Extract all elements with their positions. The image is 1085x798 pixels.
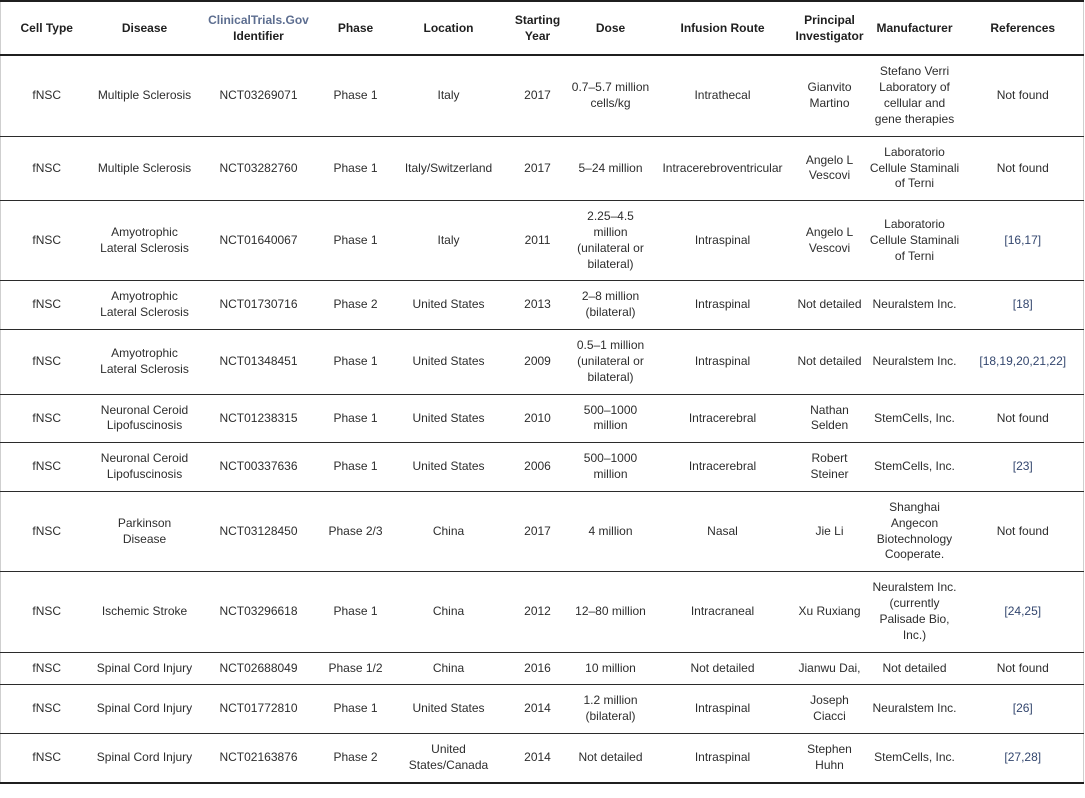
- dose-cell: 12–80 million: [569, 572, 653, 652]
- clinicaltrials-gov-link[interactable]: ClinicalTrials.Gov: [208, 13, 309, 27]
- phase-cell: Phase 1: [321, 201, 391, 281]
- phase-cell: Phase 1: [321, 394, 391, 443]
- location-cell: United States: [391, 685, 507, 734]
- phase-cell: Phase 1: [321, 685, 391, 734]
- disease-cell: Neuronal Ceroid Lipofuscinosis: [93, 394, 197, 443]
- manufacturer-cell: StemCells, Inc.: [867, 443, 963, 492]
- references-cell: Not found: [963, 394, 1084, 443]
- identifier-cell: NCT03296618: [197, 572, 321, 652]
- identifier-cell: NCT03282760: [197, 136, 321, 200]
- manufacturer-cell: Stefano Verri Laboratory of cellular and gene therapies: [867, 55, 963, 136]
- col-header-location: Location: [391, 1, 507, 55]
- references-cell[interactable]: [26]: [963, 685, 1084, 734]
- references-cell: Not found: [963, 136, 1084, 200]
- cell-type-cell: fNSC: [1, 491, 93, 571]
- col-header-references: References: [963, 1, 1084, 55]
- year-cell: 2013: [507, 281, 569, 330]
- table-row: [1, 685, 1084, 734]
- dose-cell: 500–1000 million: [569, 394, 653, 443]
- dose-cell: 1.2 million (bilateral): [569, 685, 653, 734]
- year-cell: 2012: [507, 572, 569, 652]
- disease-cell: Ischemic Stroke: [93, 572, 197, 652]
- disease-cell: Neuronal Ceroid Lipofuscinosis: [93, 443, 197, 492]
- identifier-cell: NCT03269071: [197, 55, 321, 136]
- investigator-cell: Gianvito Martino: [793, 55, 867, 136]
- table-row: [1, 136, 1084, 200]
- investigator-cell: Jianwu Dai,: [793, 652, 867, 685]
- cell-type-cell: fNSC: [1, 201, 93, 281]
- references-cell: Not found: [963, 55, 1084, 136]
- investigator-cell: Xu Ruxiang: [793, 572, 867, 652]
- infusion-route-cell: Intraspinal: [653, 734, 793, 783]
- dose-cell: Not detailed: [569, 734, 653, 783]
- references-cell[interactable]: [18]: [963, 281, 1084, 330]
- year-cell: 2014: [507, 734, 569, 783]
- table-row: [1, 443, 1084, 492]
- phase-cell: Phase 1: [321, 572, 391, 652]
- references-cell[interactable]: [23]: [963, 443, 1084, 492]
- col-header-phase: Phase: [321, 1, 391, 55]
- identifier-cell: NCT01238315: [197, 394, 321, 443]
- investigator-cell: Robert Steiner: [793, 443, 867, 492]
- identifier-cell: NCT01730716: [197, 281, 321, 330]
- manufacturer-cell: Neuralstem Inc.: [867, 281, 963, 330]
- col-header-cell-type: Cell Type: [1, 1, 93, 55]
- phase-cell: Phase 1: [321, 330, 391, 394]
- cell-type-cell: fNSC: [1, 652, 93, 685]
- col-header-dose: Dose: [569, 1, 653, 55]
- infusion-route-cell: Intracerebral: [653, 443, 793, 492]
- col-header-infusion-route: Infusion Route: [653, 1, 793, 55]
- table-row: [1, 55, 1084, 136]
- dose-cell: 10 million: [569, 652, 653, 685]
- disease-cell: Multiple Sclerosis: [93, 136, 197, 200]
- cell-type-cell: fNSC: [1, 330, 93, 394]
- disease-cell: Multiple Sclerosis: [93, 55, 197, 136]
- infusion-route-cell: Intracraneal: [653, 572, 793, 652]
- year-cell: 2010: [507, 394, 569, 443]
- infusion-route-cell: Intraspinal: [653, 201, 793, 281]
- references-cell: Not found: [963, 652, 1084, 685]
- location-cell: Italy: [391, 55, 507, 136]
- table-header-row: [1, 1, 1084, 55]
- investigator-cell: Jie Li: [793, 491, 867, 571]
- references-cell[interactable]: [24,25]: [963, 572, 1084, 652]
- table-row: [1, 491, 1084, 571]
- identifier-cell: NCT01640067: [197, 201, 321, 281]
- year-cell: 2016: [507, 652, 569, 685]
- phase-cell: Phase 1: [321, 443, 391, 492]
- location-cell: United States/Canada: [391, 734, 507, 783]
- table-row: [1, 201, 1084, 281]
- disease-cell: Parkinson Disease: [93, 491, 197, 571]
- location-cell: United States: [391, 394, 507, 443]
- manufacturer-cell: Neuralstem Inc. (currently Palisade Bio, Inc.): [867, 572, 963, 652]
- disease-cell: Spinal Cord Injury: [93, 685, 197, 734]
- infusion-route-cell: Nasal: [653, 491, 793, 571]
- dose-cell: 0.5–1 million (unilateral or bilateral): [569, 330, 653, 394]
- cell-type-cell: fNSC: [1, 394, 93, 443]
- cell-type-cell: fNSC: [1, 55, 93, 136]
- location-cell: China: [391, 572, 507, 652]
- year-cell: 2017: [507, 491, 569, 571]
- location-cell: China: [391, 652, 507, 685]
- investigator-cell: Nathan Selden: [793, 394, 867, 443]
- col-header-disease: Disease: [93, 1, 197, 55]
- location-cell: China: [391, 491, 507, 571]
- references-cell[interactable]: [16,17]: [963, 201, 1084, 281]
- phase-cell: Phase 1/2: [321, 652, 391, 685]
- investigator-cell: Stephen Huhn: [793, 734, 867, 783]
- manufacturer-cell: Neuralstem Inc.: [867, 685, 963, 734]
- identifier-cell: NCT00337636: [197, 443, 321, 492]
- cell-type-cell: fNSC: [1, 443, 93, 492]
- location-cell: Italy: [391, 201, 507, 281]
- infusion-route-cell: Intraspinal: [653, 281, 793, 330]
- cell-type-cell: fNSC: [1, 281, 93, 330]
- col-header-principal-investigator: Principal Investigator: [793, 1, 867, 55]
- investigator-cell: Angelo L Vescovi: [793, 201, 867, 281]
- location-cell: United States: [391, 281, 507, 330]
- col-header-identifier: [197, 1, 321, 55]
- dose-cell: 2.25–4.5 million (unilateral or bilateral): [569, 201, 653, 281]
- identifier-cell: NCT03128450: [197, 491, 321, 571]
- identifier-cell: NCT01772810: [197, 685, 321, 734]
- infusion-route-cell: Intraspinal: [653, 330, 793, 394]
- year-cell: 2006: [507, 443, 569, 492]
- phase-cell: Phase 2: [321, 734, 391, 783]
- references-cell: Not found: [963, 491, 1084, 571]
- year-cell: 2011: [507, 201, 569, 281]
- identifier-cell: NCT02688049: [197, 652, 321, 685]
- phase-cell: Phase 1: [321, 136, 391, 200]
- disease-cell: Spinal Cord Injury: [93, 652, 197, 685]
- identifier-cell: NCT02163876: [197, 734, 321, 783]
- manufacturer-cell: Laboratorio Cellule Staminali of Terni: [867, 201, 963, 281]
- col-header-manufacturer: Manufacturer: [867, 1, 963, 55]
- dose-cell: 5–24 million: [569, 136, 653, 200]
- disease-cell: Amyotrophic Lateral Sclerosis: [93, 201, 197, 281]
- table-row: [1, 734, 1084, 783]
- disease-cell: Amyotrophic Lateral Sclerosis: [93, 281, 197, 330]
- location-cell: Italy/Switzerland: [391, 136, 507, 200]
- manufacturer-cell: Shanghai Angecon Biotechnology Cooperate.: [867, 491, 963, 571]
- cell-type-cell: fNSC: [1, 734, 93, 783]
- investigator-cell: Joseph Ciacci: [793, 685, 867, 734]
- manufacturer-cell: Not detailed: [867, 652, 963, 685]
- cell-type-cell: fNSC: [1, 685, 93, 734]
- dose-cell: 2–8 million (bilateral): [569, 281, 653, 330]
- cell-type-cell: fNSC: [1, 136, 93, 200]
- dose-cell: 500–1000 million: [569, 443, 653, 492]
- year-cell: 2009: [507, 330, 569, 394]
- phase-cell: Phase 2/3: [321, 491, 391, 571]
- disease-cell: Amyotrophic Lateral Sclerosis: [93, 330, 197, 394]
- table-row: [1, 281, 1084, 330]
- identifier-cell: NCT01348451: [197, 330, 321, 394]
- year-cell: 2014: [507, 685, 569, 734]
- table-row: [1, 394, 1084, 443]
- location-cell: United States: [391, 443, 507, 492]
- table-row: [1, 652, 1084, 685]
- col-header-starting-year: Starting Year: [507, 1, 569, 55]
- manufacturer-cell: StemCells, Inc.: [867, 734, 963, 783]
- table-row: [1, 572, 1084, 652]
- infusion-route-cell: Intraspinal: [653, 685, 793, 734]
- manufacturer-cell: Laboratorio Cellule Staminali of Terni: [867, 136, 963, 200]
- dose-cell: 0.7–5.7 million cells/kg: [569, 55, 653, 136]
- infusion-route-cell: Intrathecal: [653, 55, 793, 136]
- infusion-route-cell: Intracerebroventricular: [653, 136, 793, 200]
- year-cell: 2017: [507, 55, 569, 136]
- identifier-label: Identifier: [233, 29, 284, 44]
- investigator-cell: Angelo L Vescovi: [793, 136, 867, 200]
- references-cell[interactable]: [27,28]: [963, 734, 1084, 783]
- cell-type-cell: fNSC: [1, 572, 93, 652]
- phase-cell: Phase 1: [321, 55, 391, 136]
- investigator-cell: Not detailed: [793, 281, 867, 330]
- table-row: [1, 330, 1084, 394]
- manufacturer-cell: Neuralstem Inc.: [867, 330, 963, 394]
- dose-cell: 4 million: [569, 491, 653, 571]
- manufacturer-cell: StemCells, Inc.: [867, 394, 963, 443]
- investigator-cell: Not detailed: [793, 330, 867, 394]
- location-cell: United States: [391, 330, 507, 394]
- disease-cell: Spinal Cord Injury: [93, 734, 197, 783]
- infusion-route-cell: Not detailed: [653, 652, 793, 685]
- phase-cell: Phase 2: [321, 281, 391, 330]
- infusion-route-cell: Intracerebral: [653, 394, 793, 443]
- year-cell: 2017: [507, 136, 569, 200]
- references-cell[interactable]: [18,19,20,21,22]: [963, 330, 1084, 394]
